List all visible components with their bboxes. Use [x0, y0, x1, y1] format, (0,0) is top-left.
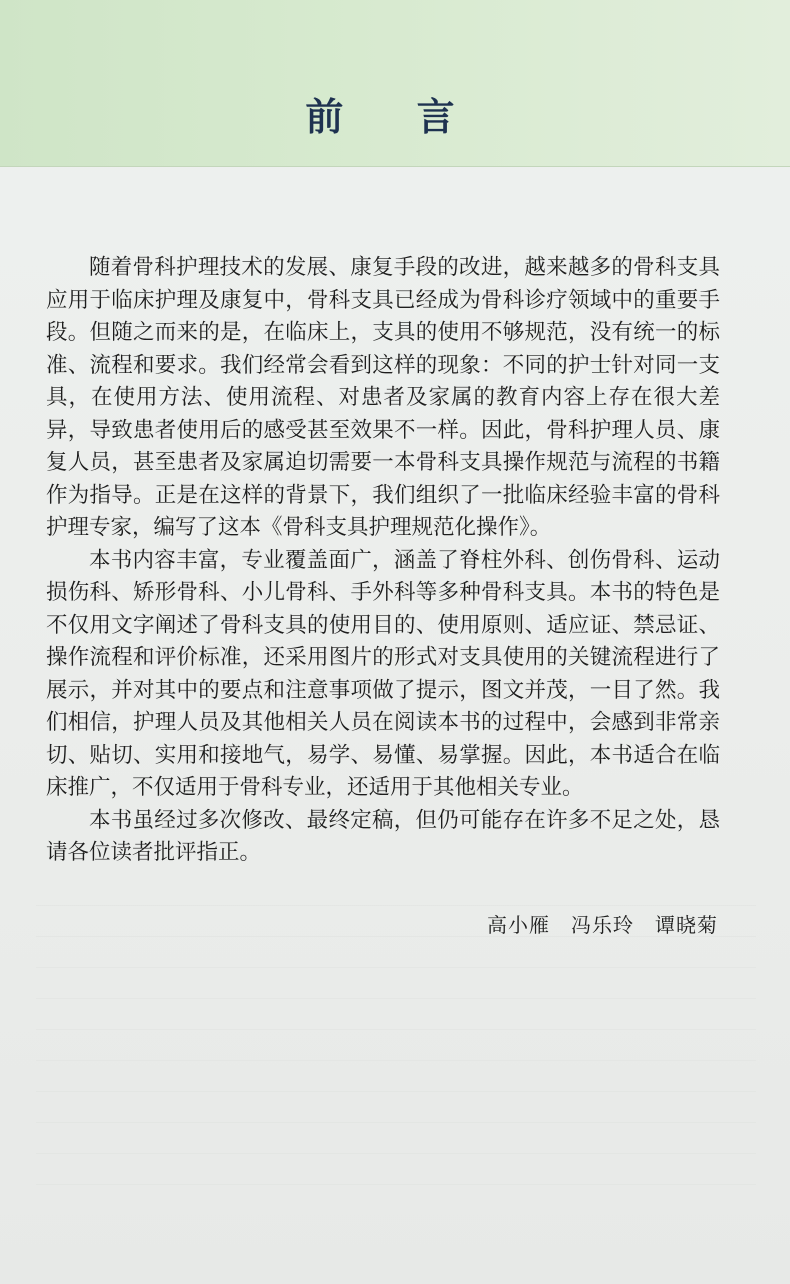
author-signature: 高小雁 冯乐玲 谭晓菊 — [487, 913, 718, 937]
page-title: 前 言 — [305, 94, 485, 139]
paragraph-2: 本书内容丰富，专业覆盖面广，涵盖了脊柱外科、创伤骨科、运动损伤科、矫形骨科、小儿骨科、手外科等多种骨科支具。本书的特色是不仅用文字阐述了骨科支具的使用目的、使用原则、适应证、禁忌证、操作流程和评价标准，还采用图片的形式对支具使用的关键流程进行了展示，并对其中的要点和注意事项做了提示，图文并茂，一目了然。我们相信，护理人员及其他相关人员在阅读本书的过程中，会感到非常亲切、贴切、实用和接地气，易学、易懂、易掌握。因此，本书适合在临床推广，不仅适用于骨科专业，还适用于其他相关专业。 — [46, 547, 720, 800]
header-band — [0, 0, 790, 167]
preface-body — [46, 252, 720, 870]
paragraph-3: 本书虽经过多次修改、最终定稿，但仍可能存在许多不足之处，恳请各位读者批评指正。 — [46, 807, 720, 865]
paragraph-1: 随着骨科护理技术的发展、康复手段的改进，越来越多的骨科支具应用于临床护理及康复中，骨科支具已经成为骨科诊疗领域中的重要手段。但随之而来的是，在临床上，支具的使用不够规范，没有统一的标准、流程和要求。我们经常会看到这样的现象：不同的护士针对同一支具，在使用方法、使用流程、对患者及家属的教育内容上存在很大差异，导致患者使用后的感受甚至效果不一样。因此，骨科护理人员、康复人员，甚至患者及家属迫切需要一本骨科支具操作规范与流程的书籍作为指导。正是在这样的背景下，我们组织了一批临床经验丰富的骨科护理专家，编写了这本《骨科支具护理规范化操作》。 — [46, 255, 720, 540]
